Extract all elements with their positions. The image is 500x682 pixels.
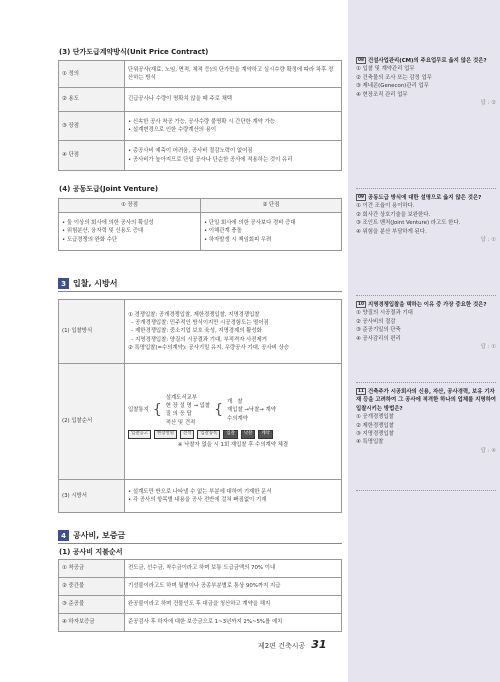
row-text: 전도금, 선수금, 착수금이라고 하며 보통 도급금액의 70% 이내 bbox=[125, 560, 342, 578]
table-row bbox=[59, 61, 342, 88]
section-title: 공사비, 보증금 bbox=[73, 531, 126, 540]
answer: 답 : ① bbox=[480, 236, 496, 243]
row-text: 완공불이라고 하며 건물인도 후 대금을 청산하고 계약을 해지 bbox=[125, 596, 342, 614]
option: ④ 현장조직 관리 업무 bbox=[356, 91, 408, 98]
section-title-unit-price: (3) 단가도급계약방식(Unit Price Contract) bbox=[59, 48, 209, 56]
table-header-row bbox=[59, 199, 342, 213]
row-text: 긴급공사나 수량이 명확치 않을 때 주로 채택 bbox=[125, 88, 342, 112]
flow-box: 현장설명 bbox=[154, 430, 177, 439]
question-text bbox=[356, 388, 496, 413]
section-title: 입찰, 시방서 bbox=[73, 279, 118, 288]
flow-box: 입찰 bbox=[223, 430, 237, 439]
subsection-title-payment: (1) 공사비 지불순서 bbox=[59, 548, 123, 556]
payment-table bbox=[58, 559, 342, 632]
flow-brace-icon: { bbox=[152, 401, 162, 418]
option: ① 이견 조율이 용이하다. bbox=[356, 203, 415, 210]
header-pros: ① 장점 bbox=[59, 199, 201, 213]
table-row bbox=[59, 364, 342, 480]
table-row bbox=[59, 560, 342, 578]
question-divider bbox=[356, 490, 496, 491]
flow-start: 입찰통지 bbox=[128, 407, 149, 414]
side-question-09 bbox=[356, 194, 496, 244]
unit-price-table bbox=[58, 60, 342, 171]
pros-text: • 둘 이상의 회사에 의한 공사의 확실성 • 위험분산, 융자력 및 신용도 증대 • 도급경쟁의 완화 수단 bbox=[59, 213, 201, 251]
table-row bbox=[59, 88, 342, 112]
side-question-10 bbox=[356, 301, 496, 351]
option: ② 회사간 상호기술을 보완한다. bbox=[356, 211, 431, 218]
row-text: 기성불이라고도 하며 월별이나 공종부분별로 통상 90%까지 지급 bbox=[125, 578, 342, 596]
row-text: • 총공사비 예측이 어려움, 공사비 절감노력이 없어짐 • 공사비가 높아지므로 단일 공사나 단순한 공사에 적용하는 것이 유리 bbox=[125, 141, 342, 171]
flow-note: ※ 낙찰자 없을 시 1회 재입찰 후 수의계약 체결 bbox=[177, 441, 289, 448]
table-row bbox=[59, 112, 342, 141]
table-row bbox=[59, 141, 342, 171]
option: ④ 위험을 분산 부담하게 된다. bbox=[356, 228, 427, 235]
row-text: • 신속한 공사 착공 가능, 공사수량 불명확 시 간단한 계약 가능 • 설계변경으로 인한 수량계산의 용이 bbox=[125, 112, 342, 141]
option: ③ 준공기일의 단축 bbox=[356, 327, 401, 334]
section-header-bidding bbox=[58, 278, 117, 289]
section-title-joint-venture: (4) 공동도급(Joint Venture) bbox=[59, 185, 159, 193]
flow-brace-icon: { bbox=[214, 401, 224, 418]
flow-box-row bbox=[128, 430, 338, 439]
question-number: 08 bbox=[358, 58, 364, 63]
row-label: ② 용도 bbox=[59, 88, 125, 112]
table-row bbox=[59, 614, 342, 632]
question-stem: 공동도급 방식에 대한 설명으로 옳지 않은 것은? bbox=[367, 195, 482, 201]
question-text bbox=[356, 301, 496, 309]
option: ③ 지명경쟁입찰 bbox=[356, 430, 394, 437]
bid-flow-cell bbox=[125, 364, 342, 480]
option: ③ 제네콘(Genecon)관리 업무 bbox=[356, 83, 429, 90]
flow-box: 입찰공고 bbox=[128, 430, 151, 439]
option: ② 공사비의 절감 bbox=[356, 318, 396, 325]
option: ④ 공사감리의 편리 bbox=[356, 335, 401, 342]
answer: 답 : ④ bbox=[480, 447, 496, 454]
answer: 답 : ① bbox=[480, 343, 496, 350]
flow-right: 개 찰 재입찰 →낙찰→ 계약 수의계약 bbox=[227, 398, 276, 422]
section-number: 3 bbox=[58, 278, 69, 289]
page-number: 31 bbox=[311, 638, 327, 651]
joint-venture-table bbox=[58, 198, 342, 251]
section-header-cost bbox=[58, 530, 125, 541]
option: ④ 특명입찰 bbox=[356, 439, 384, 446]
row-text: 준공검사 후 하자에 대한 보증금으로 1~3년까지 2%~5%를 예치 bbox=[125, 614, 342, 632]
table-row bbox=[59, 596, 342, 614]
page-footer bbox=[258, 638, 327, 651]
row-text: • 설계도만 반으로 나타낼 수 없는 부분에 대하여 기재한 문서 • 각 공사의 항목별 내용을 공사 전반에 걸쳐 빠짐없이 기재 bbox=[125, 480, 342, 513]
row-label: ④ 하자보증금 bbox=[59, 614, 125, 632]
flow-box: 계약 bbox=[258, 430, 272, 439]
cons-text: • 단일 회사에 의한 공사보다 경비 증대 • 이해관계 충돌 • 하자발생 시 책임회피 우려 bbox=[201, 213, 342, 251]
row-text: ① 경쟁입찰: 공개경쟁입찰, 제한경쟁입찰, 지명경쟁입찰 - 공개경쟁입찰: 민주적인 방식이지만 시공경험도는 떨어짐 - 제한경쟁입찰: 중소기업 보호 육성, 지명경제의 활성화 - 지명경쟁입찰: 양질의 시공결과 기대, 부적격자 사전제거 ② 특명입찰(=수의계약): 공사기밀 유지, 우량공사 기대, 공사비 상승 bbox=[125, 300, 342, 364]
row-label: (3) 시방서 bbox=[59, 480, 125, 513]
footer-chapter: 제2편 건축시공 bbox=[258, 642, 306, 650]
table-row bbox=[59, 480, 342, 513]
question-text bbox=[356, 57, 496, 65]
question-number: 09 bbox=[358, 195, 364, 200]
question-divider bbox=[356, 295, 496, 296]
table-row bbox=[59, 300, 342, 364]
option: ① 공개경쟁입찰 bbox=[356, 414, 394, 421]
question-stem: 건축주가 시공회사의 신용, 자산, 공사경력, 보유 기자재 등을 고려하여 그 공사에 적격한 하나의 업체를 지명하여 입찰시키는 방법은? bbox=[356, 389, 496, 412]
question-number: 11 bbox=[358, 389, 364, 394]
option: ① 양질의 시공결과 기대 bbox=[356, 310, 413, 317]
flow-box: 낙찰 bbox=[241, 430, 255, 439]
row-label: ① 정의 bbox=[59, 61, 125, 88]
bid-flow-diagram bbox=[128, 394, 338, 428]
option: ① 입찰 및 계약관리 업무 bbox=[356, 66, 415, 73]
row-label: (1) 입찰방식 bbox=[59, 300, 125, 364]
option: ③ 조인트 벤처(Joint Venture) 라고도 한다. bbox=[356, 220, 461, 227]
row-label: ① 착공금 bbox=[59, 560, 125, 578]
option: ② 건축물의 조사 또는 감정 업무 bbox=[356, 74, 432, 81]
flow-box: 견적 bbox=[180, 430, 194, 439]
table-row bbox=[59, 213, 342, 251]
flow-middle: 설계도서교부 현 장 설 명 → 입찰 질 의 응 답 적산 및 견적 bbox=[165, 394, 211, 426]
flow-box: 입찰등록 bbox=[197, 430, 220, 439]
side-question-11 bbox=[356, 388, 496, 455]
section-divider bbox=[58, 543, 342, 544]
section-divider bbox=[58, 291, 342, 292]
question-stem: 지명경쟁입찰을 택하는 이유 중 가장 중요한 것은? bbox=[367, 302, 487, 308]
row-label: (2) 입찰순서 bbox=[59, 364, 125, 480]
row-label: ③ 장점 bbox=[59, 112, 125, 141]
row-label: ② 중간불 bbox=[59, 578, 125, 596]
row-label: ④ 단점 bbox=[59, 141, 125, 171]
question-text bbox=[356, 194, 496, 202]
bidding-table bbox=[58, 299, 342, 513]
table-row bbox=[59, 578, 342, 596]
section-number: 4 bbox=[58, 530, 69, 541]
question-number: 10 bbox=[358, 302, 364, 307]
row-text: 단위공사(재료, 노임, 면적, 체적 등)의 단가만을 계약하고 실시수량 확정에 따라 차후 정산하는 방식 bbox=[125, 61, 342, 88]
answer: 답 : ② bbox=[480, 99, 496, 106]
side-question-08 bbox=[356, 57, 496, 107]
question-stem: 건설사업관리(CM)의 주요업무로 옳지 않은 것은? bbox=[367, 58, 487, 64]
row-label: ③ 준공불 bbox=[59, 596, 125, 614]
option: ② 제한경쟁입찰 bbox=[356, 422, 394, 429]
question-divider bbox=[356, 188, 496, 189]
header-cons: ② 단점 bbox=[201, 199, 342, 213]
question-divider bbox=[356, 382, 496, 383]
